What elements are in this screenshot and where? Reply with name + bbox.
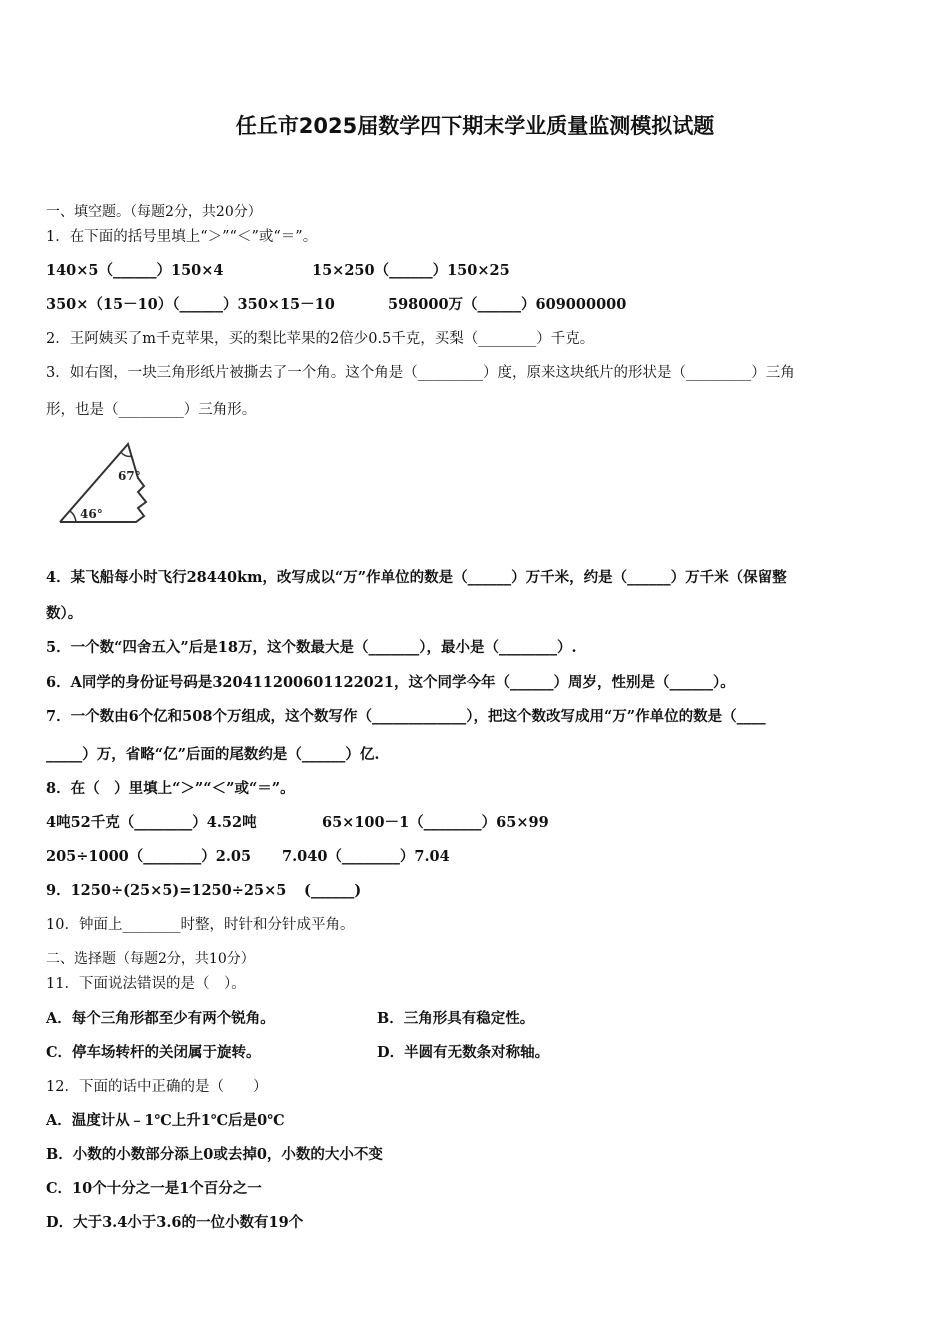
question-5: 5．一个数“四舍五入”后是18万，这个数最大是（_______），最小是（________）. (46, 639, 577, 656)
question-11-stem: 11．下面说法错误的是（ ）。 (46, 976, 246, 992)
question-12-option-b: B．小数的小数部分添上0或去掉0，小数的大小不变 (46, 1146, 383, 1163)
question-11-option-d: D．半圆有无数条对称轴。 (377, 1044, 550, 1061)
question-4-line-2: 数）。 (46, 605, 83, 622)
question-12-stem: 12．下面的话中正确的是（ ） (46, 1079, 268, 1095)
question-3-line-2: 形，也是（_________）三角形。 (46, 402, 257, 418)
question-2: 2．王阿姨买了m千克苹果，买的梨比苹果的2倍少0.5千克，买梨（________）千克。 (46, 331, 595, 347)
question-8-item-b: 65×100－1（________）65×99 (322, 814, 549, 831)
question-7-line-2: _____）万，省略“亿”后面的尾数约是（______）亿. (46, 746, 380, 763)
question-10: 10．钟面上________时整，时针和分针成平角。 (46, 917, 355, 933)
question-8-item-d: 7.040（________）7.04 (282, 848, 450, 865)
question-11-option-c: C．停车场转杆的关闭属于旋转。 (46, 1044, 261, 1061)
question-12-option-c: C．10个十分之一是1个百分之一 (46, 1180, 262, 1197)
question-8-stem: 8．在（ ）里填上“＞”“＜”或“＝”。 (46, 780, 295, 797)
question-8-item-a: 4吨52千克（________）4.52吨 (46, 814, 257, 831)
page-title: 任丘市2025届数学四下期末学业质量监测模拟试题 (235, 114, 715, 138)
torn-triangle-figure (52, 436, 162, 528)
question-4-line-1: 4．某飞船每小时飞行28440km，改写成以“万”作单位的数是（______）万千米，约是（______）万千米（保留整 (46, 569, 787, 586)
bottom-angle-arc (70, 511, 76, 522)
question-12-option-a: A．温度计从﹣1℃上升1℃后是0℃ (46, 1112, 285, 1129)
question-1-item-c: 350×（15－10）（______）350×15－10 (46, 296, 335, 313)
triangle-outline (60, 444, 146, 522)
top-angle-label: 67° (118, 469, 141, 483)
question-9-blank: (______) (304, 882, 362, 899)
question-1-item-b: 15×250（______）150×25 (312, 262, 510, 279)
question-12-option-d: D．大于3.4小于3.6的一位小数有19个 (46, 1214, 304, 1231)
question-1-stem: 1．在下面的括号里填上“＞”“＜”或“＝”。 (46, 229, 318, 245)
question-7-line-1: 7．一个数由6个亿和508个万组成，这个数写作（_____________），把这个数改写成用“万”作单位的数是（____ (46, 708, 766, 725)
section-heading-fill-blank: 一、填空题。（每题2分，共20分） (46, 204, 262, 220)
question-8-item-c: 205÷1000（________）2.05 (46, 848, 252, 865)
question-1-item-d: 598000万（______）609000000 (388, 296, 627, 313)
question-6: 6．A同学的身份证号码是320411200601122021，这个同学今年（______）周岁，性别是（______）。 (46, 674, 735, 691)
bottom-angle-label: 46° (80, 507, 103, 521)
question-9-expression: 9．1250÷(25×5)=1250÷25×5 (46, 882, 287, 899)
question-11-option-b: B．三角形具有稳定性。 (377, 1010, 535, 1027)
question-11-option-a: A．每个三角形都至少有两个锐角。 (46, 1010, 275, 1027)
question-3-line-1: 3．如右图，一块三角形纸片被撕去了一个角。这个角是（_________）度，原来这块纸片的形状是（_________）三角 (46, 365, 795, 381)
question-1-item-a: 140×5（______）150×4 (46, 262, 224, 279)
section-heading-choice: 二、选择题（每题2分，共10分） (46, 951, 255, 967)
